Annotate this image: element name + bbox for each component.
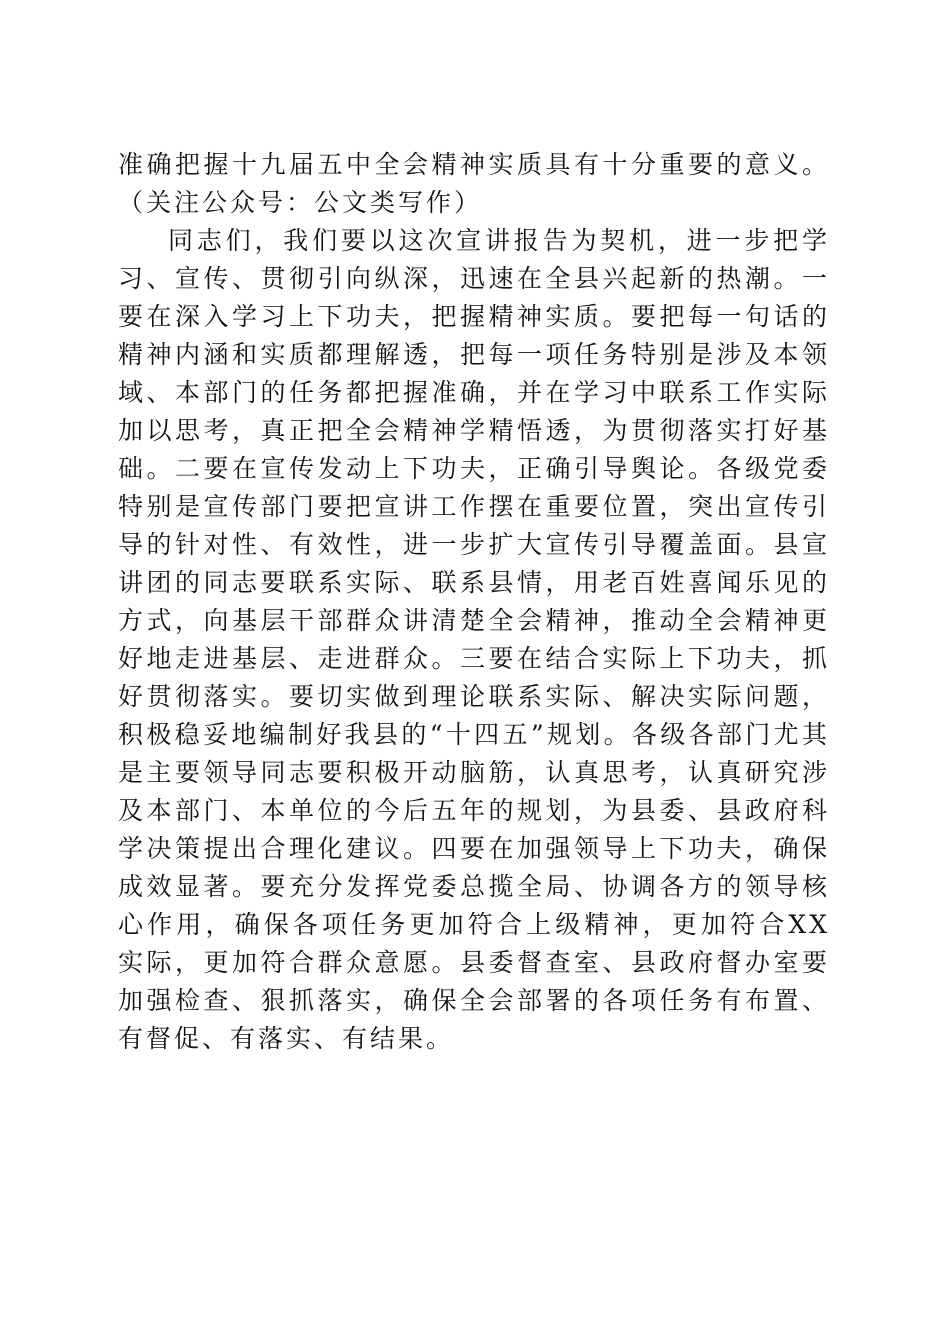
document-body: [118, 146, 830, 1058]
paragraph-main: 同志们，我们要以这次宣讲报告为契机，进一步把学习、宣传、贯彻引向纵深，迅速在全县兴起新的热潮。一要在深入学习上下功夫，把握精神实质。要把每一句话的精神内涵和实质都理解透，把每一项任务特别是涉及本领域、本部门的任务都把握准确，并在学习中联系工作实际加以思考，真正把全会精神学精悟透，为贯彻落实打好基础。二要在宣传发动上下功夫，正确引导舆论。各级党委特别是宣传部门要把宣讲工作摆在重要位置，突出宣传引导的针对性、有效性，进一步扩大宣传引导覆盖面。县宣讲团的同志要联系实际、联系县情，用老百姓喜闻乐见的方式，向基层干部群众讲清楚全会精神，推动全会精神更好地走进基层、走进群众。三要在结合实际上下功夫，抓好贯彻落实。要切实做到理论联系实际、解决实际问题，积极稳妥地编制好我县的“十四五”规划。各级各部门尤其是主要领导同志要积极开动脑筋，认真思考，认真研究涉及本部门、本单位的今后五年的规划，为县委、县政府科学决策提出合理化建议。四要在加强领导上下功夫，确保成效显著。要充分发挥党委总揽全局、协调各方的领导核心作用，确保各项任务更加符合上级精神，更加符合XX实际，更加符合群众意愿。县委督查室、县政府督办室要加强检查、狠抓落实，确保全会部署的各项任务有布置、有督促、有落实、有结果。: [118, 226, 830, 1053]
paragraph-continuation: 准确把握十九届五中全会精神实质具有十分重要的意义。（关注公众号：公文类写作）: [118, 150, 830, 217]
